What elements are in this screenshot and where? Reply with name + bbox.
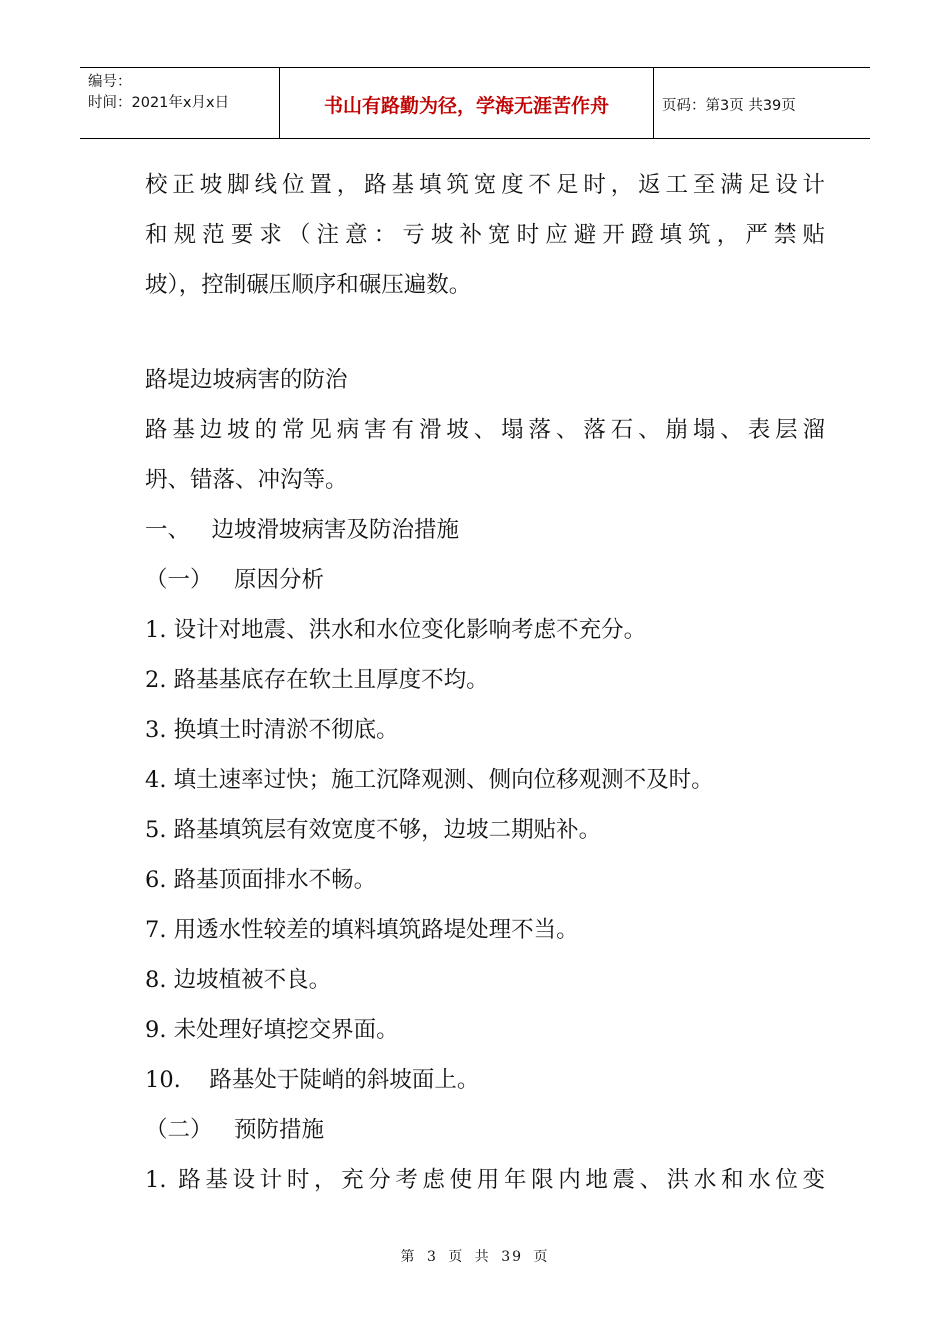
header-page-info: 页码：第3页 共39页 — [662, 97, 796, 114]
list-item: 2. 路基基底存在软土且厚度不均。 — [145, 667, 489, 693]
paragraph-line: 和规范要求（注意：亏坡补宽时应避开蹬填筑，严禁贴 — [145, 222, 825, 248]
header-meta — [80, 68, 280, 138]
section-heading: 路堤边坡病害的防治 — [145, 367, 348, 393]
time-label: 时间：2021年x月x日 — [88, 95, 230, 111]
subsection-title: （二） 预防措施 — [145, 1117, 324, 1143]
list-item: 1. 路基设计时，充分考虑使用年限内地震、洪水和水位变 — [145, 1167, 825, 1193]
list-item: 7. 用透水性较差的填料填筑路堤处理不当。 — [145, 917, 579, 943]
list-item: 6. 路基顶面排水不畅。 — [145, 867, 377, 893]
paragraph-line: 坡），控制碾压顺序和碾压遍数。 — [145, 272, 472, 298]
subsection-title: （一） 原因分析 — [145, 567, 324, 593]
list-item: 1. 设计对地震、洪水和水位变化影响考虑不充分。 — [145, 617, 647, 643]
list-item: 9. 未处理好填挖交界面。 — [145, 1017, 399, 1043]
document-body — [145, 160, 825, 1205]
paragraph-line: 校正坡脚线位置，路基填筑宽度不足时，返工至满足设计 — [145, 172, 825, 198]
page-footer: 第 3 页 共 39 页 — [400, 1249, 550, 1265]
list-item: 10. 路基处于陡峭的斜坡面上。 — [145, 1067, 480, 1093]
page-header — [80, 67, 870, 139]
list-item: 8. 边坡植被不良。 — [145, 967, 332, 993]
header-motto: 书山有路勤为径，学海无涯苦作舟 — [280, 68, 654, 138]
list-item: 4. 填土速率过快；施工沉降观测、侧向位移观测不及时。 — [145, 767, 714, 793]
list-item: 3. 换填土时清淤不彻底。 — [145, 717, 399, 743]
section-title: 一、 边坡滑坡病害及防治措施 — [145, 517, 459, 543]
spacer — [145, 310, 825, 355]
paragraph-line: 路基边坡的常见病害有滑坡、塌落、落石、崩塌、表层溜 — [145, 417, 825, 443]
list-item: 5. 路基填筑层有效宽度不够，边坡二期贴补。 — [145, 817, 602, 843]
paragraph-line: 坍、错落、冲沟等。 — [145, 467, 348, 493]
number-label: 编号： — [88, 74, 132, 90]
